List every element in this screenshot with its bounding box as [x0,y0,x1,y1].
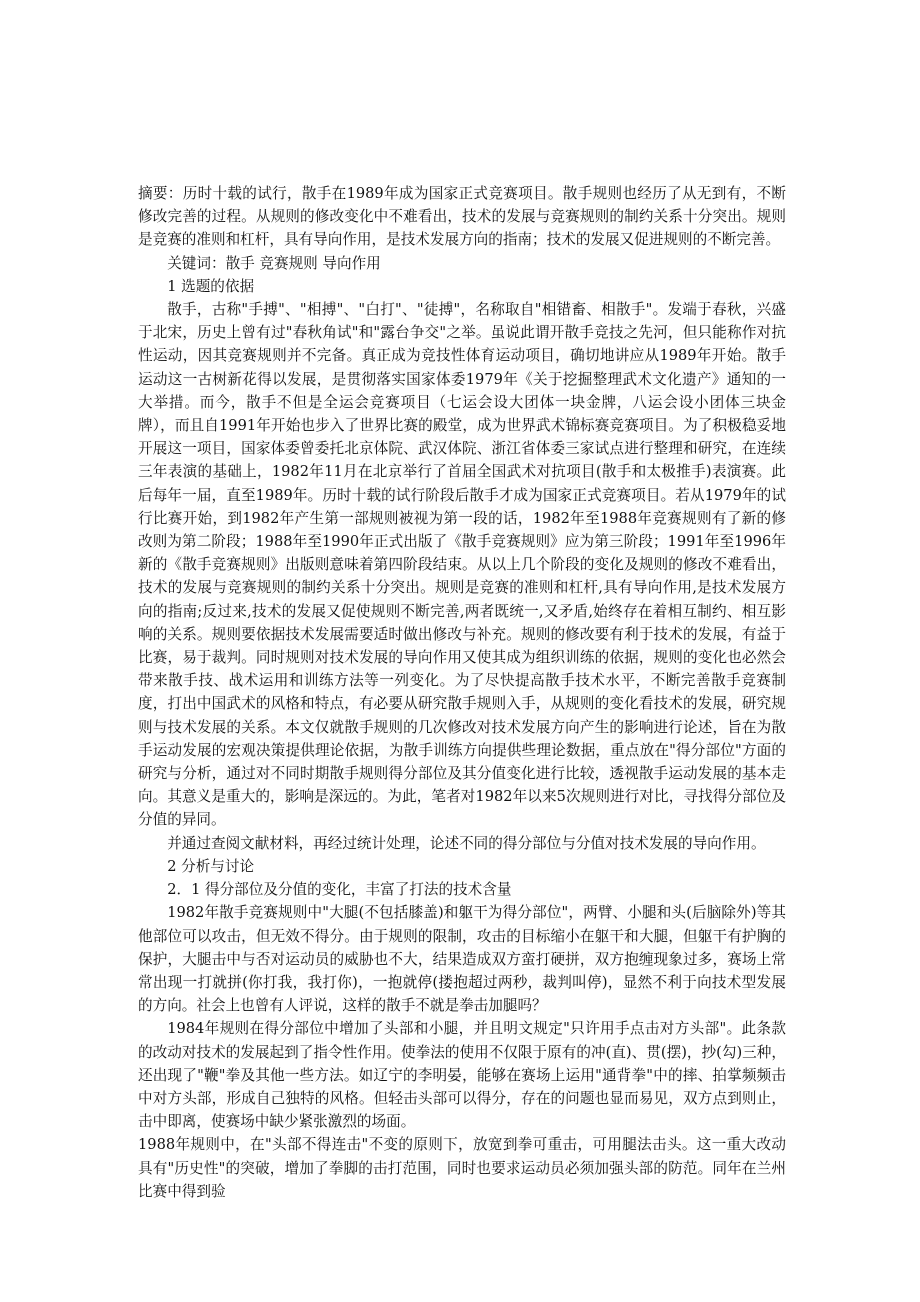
section-2-heading: 2 分析与讨论 [167,857,255,875]
abstract-paragraph: 摘要：历时十载的试行，散手在1989年成为国家正式竞赛项目。散手规则也经历了从无到有，不断修改完善的过程。从规则的修改变化中不难看出，技术的发展与竞赛规则的制约关系十分突出。规则是竞赛的准则和杠杆，具有导向作用，是技术发展方向的指南；技术的发展又促进规则的不断完善。 [138,185,786,249]
body-paragraph-4: 1984年规则在得分部位中增加了头部和小腿，并且明文规定"只许用手点击对方头部"。此条款的改动对技术的发展起到了指令性作用。使拳法的使用不仅限于原有的冲(直)、贯(摆)，抄(勾)三种，还出现了"鞭"拳及其他一些方法。如辽宁的李明晏，能够在赛场上运用"通背拳"中的摔、拍掌频频击中对方头部，形成自己独特的风格。但轻击头部可以得分，存在的问题也显而易见，双方点到则止，击中即离，使赛场中缺少紧张激烈的场面。 [138,1020,786,1131]
body-paragraph-1: 散手，古称"手搏"、"相搏"、"白打"、"徒搏"，名称取自"相错畜、相散手"。发端于春秋，兴盛于北宋，历史上曾有过"春秋角试"和"露台争交"之举。虽说此谓开散手竞技之先河，但只能称作对抗性运动，因其竞赛规则并不完备。真正成为竞技性体育运动项目，确切地讲应从1989年开始。散手运动这一古树新花得以发展，是贯彻落实国家体委1979年《关于挖掘整理武术文化遗产》通知的一大举措。而今，散手不但是全运会竞赛项目（七运会设大团体一块金牌，八运会设小团体三块金牌），而且自1991年开始也步入了世界比赛的殿堂，成为世界武术锦标赛竞赛项目。为了积极稳妥地开展这一项目，国家体委曾委托北京体院、武汉体院、浙江省体委三家试点进行整理和研究，在连续三年表演的基础上，1982年11月在北京举行了首届全国武术对抗项目(散手和太极推手)表演赛。此后每年一届，直至1989年。历时十载的试行阶段后散手才成为国家正式竞赛项目。若从1979年的试行比赛开始，到1982年产生第一部规则被视为第一段的话，1982年至1988年竞赛规则有了新的修改则为第二阶段；1988年至1990年正式出版了《散手竞赛规则》应为第三阶段；1991年至1996年新的《散手竞赛规则》出版则意味着第四阶段结束。从以上几个阶段的变化及规则的修改不难看出，技术的发展与竞赛规则的制约关系十分突出。规则是竞赛的准则和杠杆,具有导向作用,是技术发展方向的指南;反过来,技术的发展又促使规则不断完善,两者既统一,又矛盾,始终存在着相互制约、相互影响的关系。规则要依据技术发展需要适时做出修改与补充。规则的修改要有利于技术的发展，有益于比赛，易于裁判。同时规则对技术发展的导向作用又使其成为组织训练的依据，规则的变化也必然会带来散手技、战术运用和训练方法等一列变化。为了尽快提高散手技术水平，不断完善散手竞赛制度，打出中国武术的风格和特点，有必要从研究散手规则入手，从规则的变化看技术的发展，研究规则与技术发展的关系。本文仅就散手规则的几次修改对技术发展方向产生的影响进行论述，旨在为散手运动发展的宏观决策提供理论依据，为散手训练方向提供些理论数据，重点放在"得分部位"方面的研究与分析，通过对不同时期散手规则得分部位及其分值变化进行比较，透视散手运动发展的基本走向。其意义是重大的，影响是深远的。为此，笔者对1982年以来5次规则进行对比，寻找得分部位及分值的异同。 [138,301,786,829]
subsection-2-1-heading: 2．1 得分部位及分值的变化，丰富了打法的技术含量 [167,881,512,899]
section-1-heading: 1 选题的依据 [167,277,255,295]
body-paragraph-5: 1988年规则中，在"头部不得连击"不变的原则下，放宽到拳可重击，可用腿法击头。这一重大改动具有"历史性"的突破，增加了拳脚的击打范围，同时也要求运动员必须加强头部的防范。同年在兰州比赛中得到验 [138,1136,786,1200]
keywords-line: 关键词：散手 竞赛规则 导向作用 [167,254,381,272]
body-paragraph-2: 并通过查阅文献材料，再经过统计处理，论述不同的得分部位与分值对技术发展的导向作用。 [167,834,766,852]
body-paragraph-3: 1982年散手竞赛规则中"大腿(不包括膝盖)和躯干为得分部位"，两臂、小腿和头(后脑除外)等其他部位可以攻击，但无效不得分。由于规则的限制，攻击的目标缩小在躯干和大腿，但躯干有护胸的保护，大腿击中与否对运动员的威胁也不大，结果造成双方蛮打硬拼，双方抱缠现象过多，赛场上常常出现一打就拼(你打我，我打你)，一抱就停(搂抱超过两秒，裁判叫停)，显然不利于向技术型发展的方向。社会上也曾有人评说，这样的散手不就是拳击加腿吗？ [138,904,786,1015]
document-body [138,182,786,1203]
